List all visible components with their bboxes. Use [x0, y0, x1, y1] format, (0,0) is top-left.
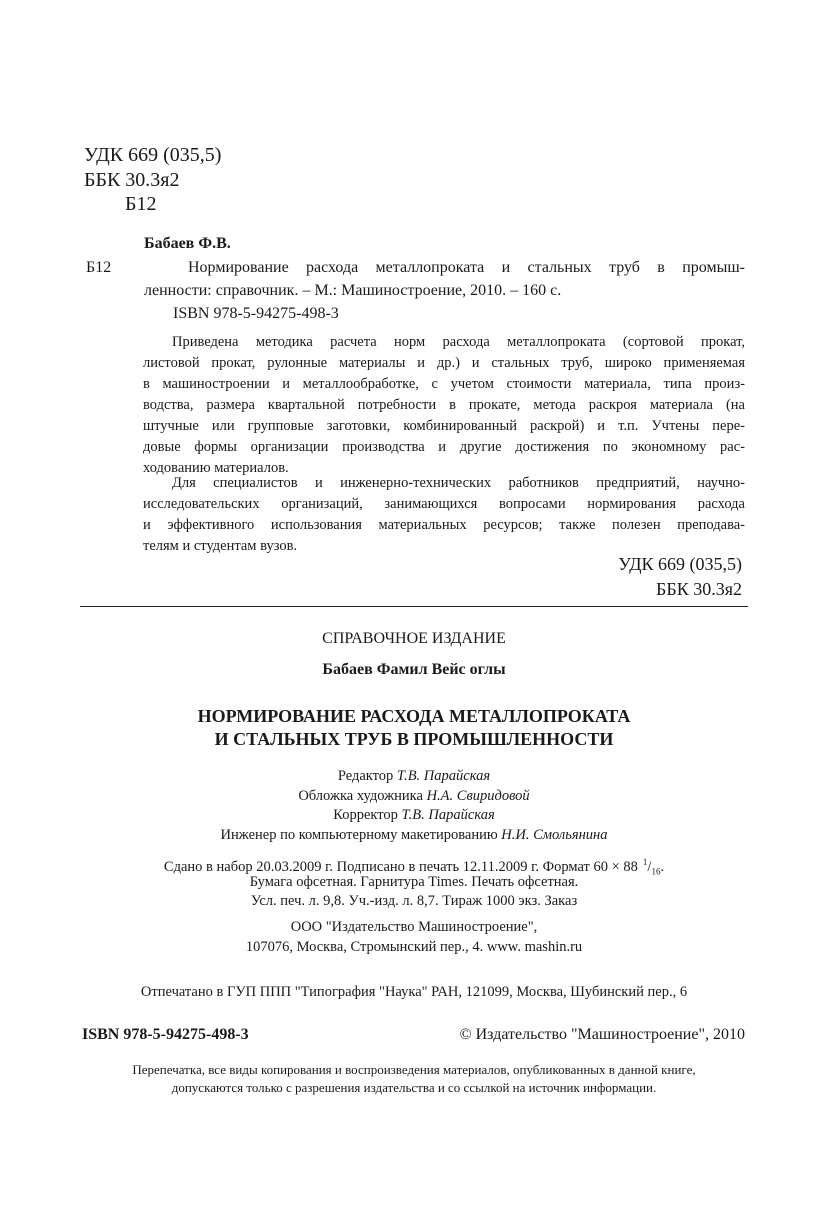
reprint-notice-line2: допускаются только с разрешения издательства и со ссылкой на источник информации. [171, 1080, 657, 1095]
format-numerator: 1 [642, 857, 648, 867]
audience-line: телям и студентам вузов. [143, 538, 298, 554]
format-period: . [660, 858, 665, 875]
footer-isbn: ISBN 978-5-94275-498-3 [82, 1026, 249, 1043]
credit-proofreader [80, 806, 748, 825]
credit-role: Обложка художника [298, 788, 423, 804]
credit-name: Т.В. Парайская [401, 807, 495, 823]
abstract-line: листовой прокат, рулонные материалы и др.) и стальных труб, широко применяемая [143, 355, 745, 371]
printed-at: Отпечатано в ГУП ППП "Типография "Наука" РАН, 121099, Москва, Шубинский пер., 6 [140, 984, 688, 1000]
abstract-line: Приведена методика расчета норм расхода металлопроката (сортовой прокат, [172, 334, 745, 350]
card-isbn: ISBN 978-5-94275-498-3 [173, 305, 339, 322]
card-bbk: ББК 30.3я2 [656, 579, 742, 599]
credit-name: Т.В. Парайская [396, 768, 491, 784]
author-mark: Б12 [125, 193, 157, 215]
udk-code: УДК 669 (035,5) [84, 144, 222, 166]
book-title-line1: НОРМИРОВАНИЕ РАСХОДА МЕТАЛЛОПРОКАТА [197, 706, 631, 726]
abstract-line: ходованию материалов. [143, 460, 289, 476]
edition-type: СПРАВОЧНОЕ ИЗДАНИЕ [322, 630, 506, 647]
audience-line: исследовательских организаций, занимающихся вопросами нормирования расхода [143, 496, 745, 512]
credit-role: Корректор [333, 807, 398, 823]
credit-role: Инженер по компьютерному макетированию [220, 827, 498, 843]
credit-role: Редактор [337, 768, 394, 784]
print-data-line2: Бумага офсетная. Гарнитура Times. Печать офсетная. [249, 874, 579, 890]
card-title-line2: ленности: справочник. – М.: Машиностроение, 2010. – 160 с. [144, 282, 562, 299]
print-data-text: Сдано в набор 20.03.2009 г. Подписано в печать 12.11.2009 г. Формат 60 × 88 [163, 858, 638, 875]
reprint-notice-line1: Перепечатка, все виды копирования и воспроизведения материалов, опубликованных в данной книге, [132, 1062, 696, 1077]
author-full-name: Бабаев Фамил Вейс оглы [322, 661, 506, 678]
credit-name: Н.А. Свиридовой [426, 788, 530, 804]
credit-name: Н.И. Смольянина [501, 827, 608, 843]
section-divider [80, 606, 748, 607]
publisher-name: ООО "Издательство Машиностроение", [290, 919, 538, 935]
print-data-line3: Усл. печ. л. 9,8. Уч.-изд. л. 8,7. Тираж 1000 экз. Заказ [250, 893, 578, 909]
abstract-line: штучные или групповые заготовки, комбинированный раскрой) и т.п. Учтены пере- [143, 418, 745, 434]
abstract-line: водства, размера квартальной потребности в прокате, метода раскроя материала (на [143, 397, 745, 413]
audience-line: Для специалистов и инженерно-технических работников предприятий, научно- [172, 475, 745, 491]
format-denominator: 16 [651, 866, 661, 877]
format-slash: / [647, 858, 652, 875]
card-mark: Б12 [86, 259, 112, 276]
abstract-line: в машиностроении и металлообработке, с учетом стоимости материала, типа произ- [143, 376, 745, 392]
book-title-line2: И СТАЛЬНЫХ ТРУБ В ПРОМЫШЛЕННОСТИ [214, 729, 614, 749]
abstract-line: довые формы организации производства и другие достижения по экономному рас- [143, 439, 745, 455]
audience-line: и эффективного использования материальных ресурсов; также полезен преподава- [143, 517, 745, 533]
credit-cover-artist [80, 787, 748, 806]
bbk-code: ББК 30.3я2 [84, 169, 180, 191]
card-author: Бабаев Ф.В. [144, 235, 231, 252]
credit-layout-engineer [80, 826, 748, 845]
footer-copyright: © Издательство "Машиностроение", 2010 [459, 1026, 745, 1043]
card-title-line1: Нормирование расхода металлопроката и стальных труб в промыш- [188, 259, 745, 276]
publisher-address: 107076, Москва, Стромынский пер., 4. www. mashin.ru [245, 939, 583, 955]
credit-editor [80, 767, 748, 786]
card-udk: УДК 669 (035,5) [618, 554, 742, 574]
